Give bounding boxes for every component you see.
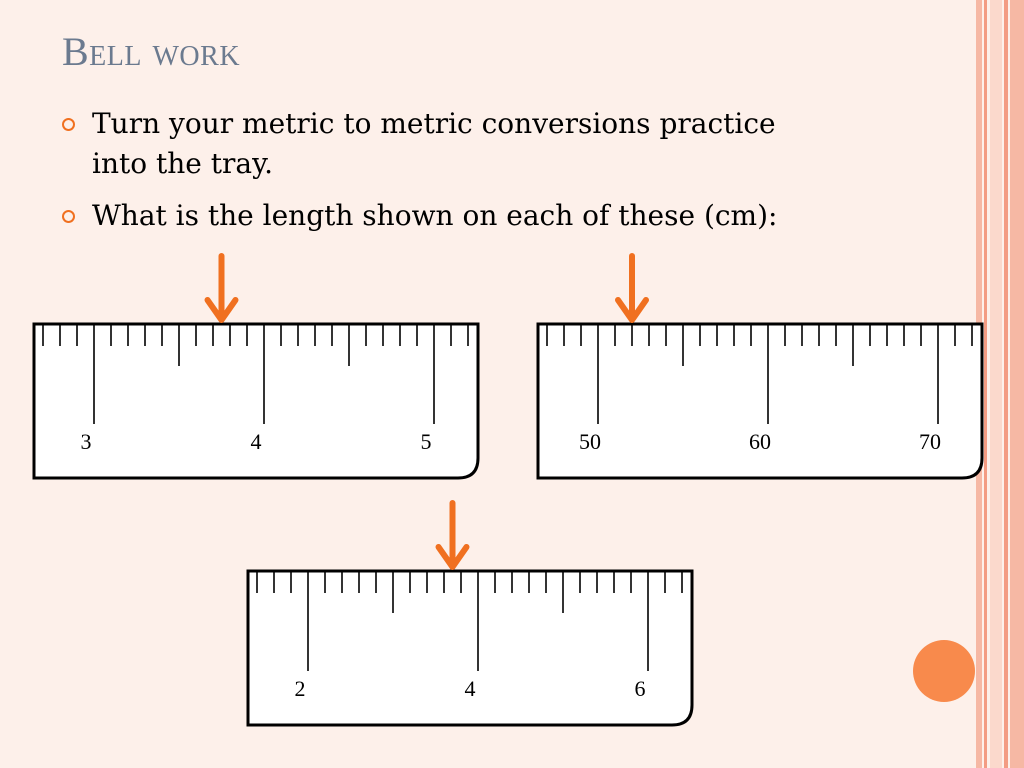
decorative-circle: [913, 640, 975, 702]
ruler-label: 3: [80, 429, 92, 454]
ruler-label: 2: [294, 676, 306, 701]
ruler-3: [248, 503, 692, 725]
down-arrow-icon: [439, 503, 467, 567]
ruler-label: 6: [634, 676, 646, 701]
bullet-1-line-1: Turn your metric to metric conversions practice: [92, 107, 776, 140]
page-title: Bell work: [62, 29, 241, 74]
ruler-body: [248, 571, 692, 725]
down-arrow-icon: [618, 256, 646, 320]
ruler-label: 50: [579, 429, 601, 454]
ruler-label: 60: [749, 429, 771, 454]
bullet-2-line-1: What is the length shown on each of these (cm):: [92, 199, 778, 232]
ruler-body: [538, 324, 982, 478]
ruler-label: 4: [250, 429, 262, 454]
ruler-label: 70: [919, 429, 941, 454]
ruler-1: [34, 256, 478, 478]
bullet-1-line-2: into the tray.: [92, 147, 274, 180]
ruler-label: 4: [464, 676, 476, 701]
down-arrow-icon: [208, 256, 236, 320]
ruler-label: 5: [420, 429, 432, 454]
ruler-2: [538, 256, 982, 478]
ruler-body: [34, 324, 478, 478]
